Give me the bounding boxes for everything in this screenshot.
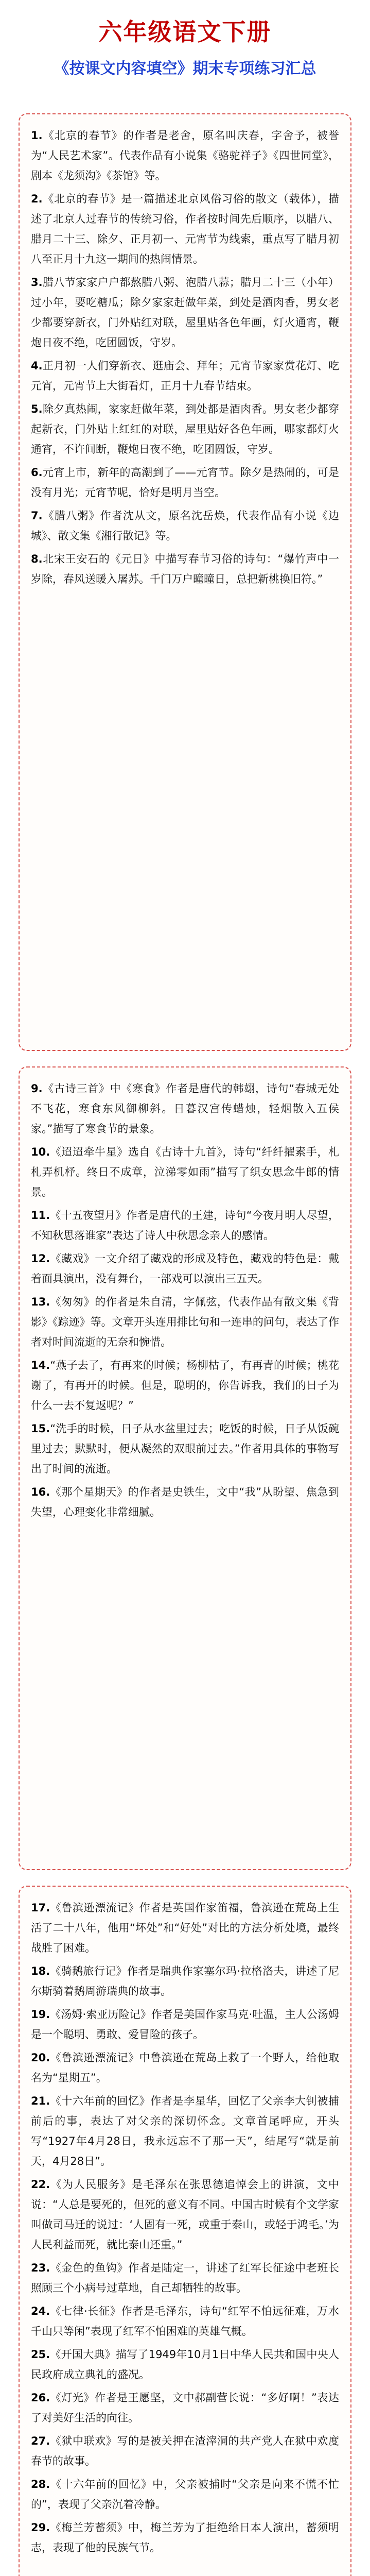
list-item bbox=[31, 2258, 339, 2298]
list-item bbox=[31, 1482, 339, 1522]
item-text: 《十六年前的回忆》中，父亲被捕时“父亲是向来不慌不忙的”，表现了父亲沉着冷静。 bbox=[31, 2478, 339, 2511]
item-text: 《狱中联欢》写的是被关押在渣滓洞的共产党人在狱中欢度春节的故事。 bbox=[31, 2435, 339, 2467]
item-number: 4. bbox=[31, 360, 43, 372]
section-card-2 bbox=[19, 1066, 351, 1870]
item-number: 19. bbox=[31, 2008, 50, 2021]
item-number: 13. bbox=[31, 1296, 50, 1308]
item-text: 《汤姆·索亚历险记》作者是美国作家马克·吐温，主人公汤姆是一个聪明、勇敢、爱冒险的孩子。 bbox=[31, 2008, 339, 2041]
list-item bbox=[31, 1292, 339, 1352]
item-number: 29. bbox=[31, 2521, 50, 2534]
list-item bbox=[31, 2431, 339, 2471]
item-text: 《迢迢牵牛星》选自《古诗十九首》，诗句“纤纤擢素手，札札弄机杼。终日不成章，泣涕零如雨”描写了织女思念牛郎的情景。 bbox=[31, 1146, 339, 1198]
header bbox=[0, 0, 370, 103]
item-number: 24. bbox=[31, 2305, 50, 2317]
item-text: 《匆匆》的作者是朱自清，字佩弦，代表作品有散文集《背影》《踪迹》等。文章开头连用排比句和一连串的问句，表达了作者对时间流逝的无奈和惋惜。 bbox=[31, 1296, 339, 1348]
item-number: 6. bbox=[31, 466, 43, 479]
item-number: 14. bbox=[31, 1359, 50, 1371]
item-text: 《梅兰芳蓄须》中，梅兰芳为了拒绝给日本人演出，蓄须明志，表现了他的民族气节。 bbox=[31, 2521, 339, 2554]
item-text: 《北京的春节》的作者是老舍，原名叫庆春，字舍予，被誉为“人民艺术家”。代表作品有小说集《骆驼祥子》《四世同堂》，剧本《龙须沟》《茶馆》等。 bbox=[31, 129, 339, 182]
list-item bbox=[31, 2091, 339, 2172]
page-title: 六年级语文下册 bbox=[98, 18, 272, 46]
item-number: 23. bbox=[31, 2262, 50, 2274]
item-text: “燕子去了，有再来的时候；杨柳枯了，有再青的时候；桃花谢了，有再开的时候。但是，聪明的，你告诉我，我们的日子为什么一去不复返呢？” bbox=[31, 1359, 339, 1412]
item-text: 《金色的鱼钩》作者是陆定一，讲述了红军长征途中老班长照顾三个小病号过草地，自己却牺牲的故事。 bbox=[31, 2262, 339, 2294]
list-item bbox=[31, 273, 339, 353]
list-item bbox=[31, 2345, 339, 2385]
section-card-1 bbox=[19, 113, 351, 1051]
list-item bbox=[31, 2175, 339, 2255]
section-card-3 bbox=[19, 1886, 351, 2576]
list-item bbox=[31, 1355, 339, 1416]
item-list bbox=[31, 126, 339, 589]
item-number: 28. bbox=[31, 2478, 50, 2490]
item-number: 10. bbox=[31, 1146, 50, 1158]
list-item bbox=[31, 2048, 339, 2088]
item-number: 15. bbox=[31, 1422, 50, 1435]
item-text: 《开国大典》描写了1949年10月1日中华人民共和国中央人民政府成立典礼的盛况。 bbox=[31, 2348, 339, 2381]
list-item bbox=[31, 1961, 339, 2002]
item-text: 《十六年前的回忆》作者是李星华，回忆了父亲李大钊被捕前后的事，表达了对父亲的深切怀念。文章首尾呼应，开头写“1927年4月28日，我永远忘不了那一天”，结尾写“就是前天，4月28日”。 bbox=[31, 2095, 339, 2167]
item-list bbox=[31, 1898, 339, 2558]
item-text: 《那个星期天》的作者是史铁生，文中“我”从盼望、焦急到失望，心理变化非常细腻。 bbox=[31, 1486, 339, 1518]
item-number: 9. bbox=[31, 1082, 43, 1095]
item-number: 20. bbox=[31, 2052, 50, 2064]
list-item bbox=[31, 2518, 339, 2558]
item-number: 26. bbox=[31, 2392, 50, 2404]
item-text: 《七律·长征》作者是毛泽东，诗句“红军不怕远征难，万水千山只等闲”表现了红军不怕困难的英雄气概。 bbox=[31, 2305, 339, 2337]
item-text: 腊八节家家户户都熬腊八粥、泡腊八蒜；腊月二十三（小年）过小年，要吃糖瓜；除夕家家赶做年菜，到处是酒肉香，男女老少都要穿新衣，门外贴红对联，屋里贴各色年画，灯火通宵，鞭炮日夜不绝，吃团圆饭，守岁。 bbox=[31, 276, 339, 349]
item-text: 《北京的春节》是一篇描述北京风俗习俗的散文（载体），描述了北京人过春节的传统习俗，作者按时间先后顺序，以腊八、腊月二十三、除夕、正月初一、元宵节为线索，重点写了腊月初八至正月十九这一期间的热闹情景。 bbox=[31, 193, 339, 265]
list-item bbox=[31, 2388, 339, 2428]
item-text: 《古诗三首》中《寒食》作者是唐代的韩翃，诗句“春城无处不飞花，寒食东风御柳斜。日暮汉宫传蜡烛，轻烟散入五侯家。”描写了寒食节的景象。 bbox=[31, 1082, 339, 1135]
item-text: 《腊八粥》作者沈从文，原名沈岳焕，代表作品有小说《边城》、散文集《湘行散记》等。 bbox=[31, 510, 339, 542]
item-text: 《藏戏》一文介绍了藏戏的形成及特色，藏戏的特色是：戴着面具演出，没有舞台，一部戏可以演出三五天。 bbox=[31, 1252, 339, 1285]
item-number: 22. bbox=[31, 2178, 50, 2191]
list-item bbox=[31, 549, 339, 589]
item-number: 8. bbox=[31, 553, 43, 565]
list-item bbox=[31, 506, 339, 546]
list-item bbox=[31, 463, 339, 503]
list-item bbox=[31, 126, 339, 186]
item-text: 《十五夜望月》作者是唐代的王建，诗句“今夜月明人尽望，不知秋思落谁家”表达了诗人中秋思念亲人的感情。 bbox=[31, 1209, 339, 1242]
item-number: 11. bbox=[31, 1209, 50, 1222]
item-number: 1. bbox=[31, 129, 43, 142]
item-list bbox=[31, 1079, 339, 1522]
item-number: 21. bbox=[31, 2095, 50, 2107]
list-item bbox=[31, 189, 339, 269]
item-number: 16. bbox=[31, 1486, 50, 1498]
list-item bbox=[31, 1419, 339, 1479]
item-number: 18. bbox=[31, 1965, 50, 1977]
item-number: 27. bbox=[31, 2435, 50, 2447]
item-number: 2. bbox=[31, 193, 43, 205]
list-item bbox=[31, 1249, 339, 1289]
list-item bbox=[31, 356, 339, 396]
list-item bbox=[31, 1206, 339, 1246]
item-text: 《为人民服务》是毛泽东在张思德追悼会上的讲演，文中说：“人总是要死的，但死的意义有不同。中国古时候有个文学家叫做司马迁的说过：‘人固有一死，或重于泰山，或轻于鸿毛。’为人民利益而死，就比泰山还重。” bbox=[31, 2178, 339, 2251]
list-item bbox=[31, 1898, 339, 1958]
item-text: 《鲁滨逊漂流记》作者是英国作家笛福，鲁滨逊在荒岛上生活了二十八年，他用“坏处”和“好处”对比的方法分析处境，最终战胜了困难。 bbox=[31, 1902, 339, 1954]
page-subtitle: 《按课文内容填空》期末专项练习汇总 bbox=[54, 60, 316, 78]
item-number: 17. bbox=[31, 1902, 50, 1914]
item-text: 除夕真热闹，家家赶做年菜，到处都是酒肉香。男女老少都穿起新衣，门外贴上红红的对联，屋里贴好各色年画，哪家都灯火通宵，不许间断，鞭炮日夜不绝，吃团圆饭，守岁。 bbox=[31, 403, 339, 455]
item-number: 3. bbox=[31, 276, 43, 289]
list-item bbox=[31, 1142, 339, 1202]
list-item bbox=[31, 399, 339, 460]
item-text: 正月初一人们穿新衣、逛庙会、拜年；元宵节家家赏花灯、吃元宵，元宵节上大街看灯，正月十九春节结束。 bbox=[31, 360, 339, 392]
item-number: 7. bbox=[31, 510, 43, 522]
item-text: 元宵上市，新年的高潮到了——元宵节。除夕是热闹的，可是没有月光；元宵节呢，恰好是明月当空。 bbox=[31, 466, 339, 499]
item-text: 《骑鹅旅行记》作者是瑞典作家塞尔玛·拉格洛夫，讲述了尼尔斯骑着鹅周游瑞典的故事。 bbox=[31, 1965, 339, 1997]
list-item bbox=[31, 2301, 339, 2342]
list-item bbox=[31, 2475, 339, 2515]
item-number: 5. bbox=[31, 403, 43, 415]
list-item bbox=[31, 1079, 339, 1139]
item-text: 《灯光》作者是王愿坚，文中郝副营长说：“多好啊！”表达了对美好生活的向往。 bbox=[31, 2392, 339, 2424]
list-item bbox=[31, 2005, 339, 2045]
item-text: 《鲁滨逊漂流记》中鲁滨逊在荒岛上救了一个野人，给他取名为“星期五”。 bbox=[31, 2052, 339, 2084]
item-number: 25. bbox=[31, 2348, 50, 2361]
item-number: 12. bbox=[31, 1252, 50, 1265]
item-text: 北宋王安石的《元日》中描写春节习俗的诗句：“爆竹声中一岁除，春风送暖入屠苏。千门万户曈曈日，总把新桃换旧符。” bbox=[31, 553, 339, 585]
item-text: “洗手的时候，日子从水盆里过去；吃饭的时候，日子从饭碗里过去；默默时，便从凝然的双眼前过去。”作者用具体的事物写出了时间的流逝。 bbox=[31, 1422, 339, 1475]
